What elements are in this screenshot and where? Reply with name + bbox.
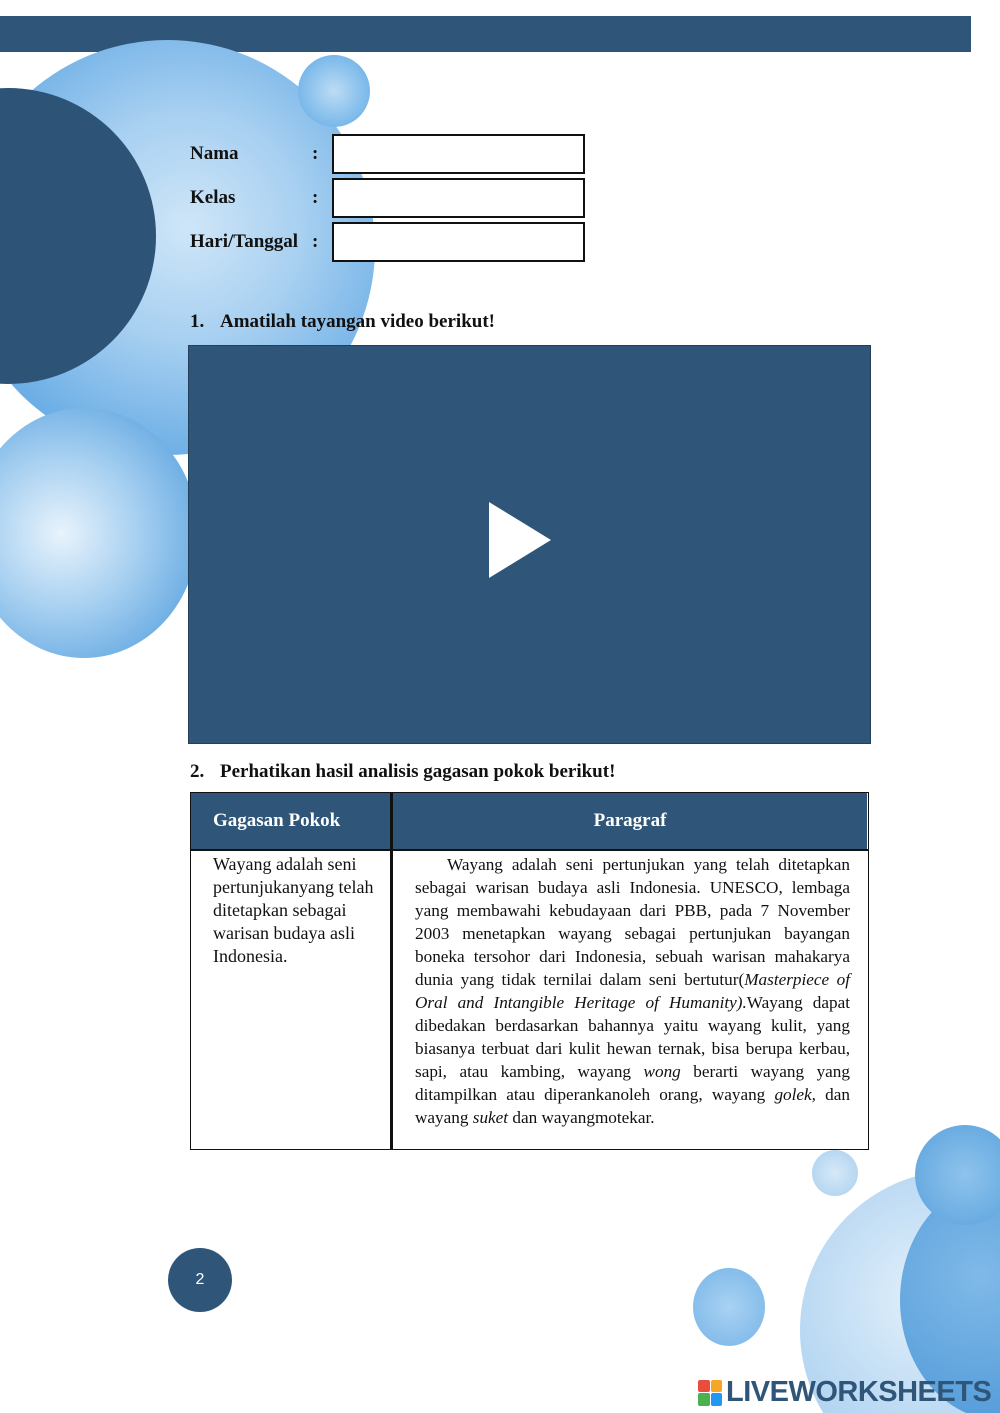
kelas-input[interactable] bbox=[332, 178, 585, 218]
column-divider bbox=[390, 793, 393, 1149]
field-label: Nama bbox=[190, 143, 239, 164]
paragraph-italic: Masterpiece of Oral and Intangible Heritage of Humanity). bbox=[415, 970, 850, 1012]
paragraph-text: Wayang dapat dibedakan berdasarkan bahannya yaitu wayang kulit, yang biasanya terbuat dari kulit hewan ternak, bisa berupa kerbau, sapi, atau kambing, wayang bbox=[415, 993, 851, 1081]
field-row-nama bbox=[190, 134, 332, 174]
logo-tile bbox=[711, 1380, 723, 1393]
question-text: Amatilah tayangan video berikut! bbox=[220, 311, 495, 332]
logo-tile bbox=[711, 1393, 723, 1406]
logo-tile bbox=[698, 1393, 710, 1406]
field-colon: : bbox=[312, 143, 319, 164]
field-label: Hari/Tanggal bbox=[190, 231, 299, 252]
decor-circle-small bbox=[298, 55, 370, 127]
logo-tile bbox=[698, 1380, 710, 1393]
field-row-tanggal bbox=[190, 222, 332, 262]
main-idea-cell: Wayang adalah seni pertunjukanyang telah ditetapkan sebagai warisan budaya asli Indonesia. bbox=[213, 854, 374, 966]
brand-logo-icon bbox=[698, 1380, 722, 1406]
paragraph-text: berarti wayang yang ditampilkan atau diperankanoleh orang, wayang bbox=[415, 1062, 850, 1104]
field-colon: : bbox=[312, 187, 319, 208]
paragraph-italic: suket bbox=[472, 1108, 509, 1127]
brand-name: LIVEWORKSHEETS bbox=[726, 1376, 992, 1408]
field-row-kelas bbox=[190, 178, 332, 218]
question-number: 1. bbox=[190, 311, 205, 332]
field-colon: : bbox=[312, 231, 319, 252]
header-divider bbox=[191, 849, 868, 851]
paragraph-text: dan wayang bbox=[415, 1085, 850, 1127]
play-icon[interactable] bbox=[489, 502, 551, 578]
table-header-gagasan: Gagasan Pokok bbox=[191, 793, 391, 849]
paragraph-text: Wayang adalah seni pertunjukan yang telah ditetapkan sebagai warisan budaya asli Indonesia. UNESCO, lembaga yang membawahi kebudayaan dari PBB, pada 7 November 2003 menetapkan wayang sebagai pertunjukan bayangan boneka tersohor dari Indonesia, sebuah warisan mahakarya dunia yang tidak ternilai dalam seni bertutur( bbox=[415, 855, 850, 989]
field-label: Kelas bbox=[190, 187, 236, 208]
video-player[interactable] bbox=[188, 345, 871, 744]
tanggal-input[interactable] bbox=[332, 222, 585, 262]
paragraph-cell bbox=[415, 853, 850, 1129]
question-number: 2. bbox=[190, 761, 205, 782]
page-number-badge: 2 bbox=[168, 1248, 232, 1312]
analysis-table bbox=[190, 792, 869, 1150]
paragraph-italic: golek, bbox=[774, 1085, 816, 1104]
question-2 bbox=[190, 761, 615, 783]
paragraph-text: dan wayangmotekar. bbox=[508, 1108, 655, 1127]
question-1 bbox=[190, 311, 495, 333]
table-header-paragraf: Paragraf bbox=[393, 793, 867, 849]
nama-input[interactable] bbox=[332, 134, 585, 174]
question-text: Perhatikan hasil analisis gagasan pokok berikut! bbox=[220, 761, 616, 782]
brand-logo bbox=[698, 1376, 991, 1409]
paragraph-italic: wong bbox=[643, 1062, 681, 1081]
decor-circle-bottom-mid bbox=[693, 1268, 765, 1346]
decor-circle-bottom-right-small bbox=[812, 1150, 858, 1196]
